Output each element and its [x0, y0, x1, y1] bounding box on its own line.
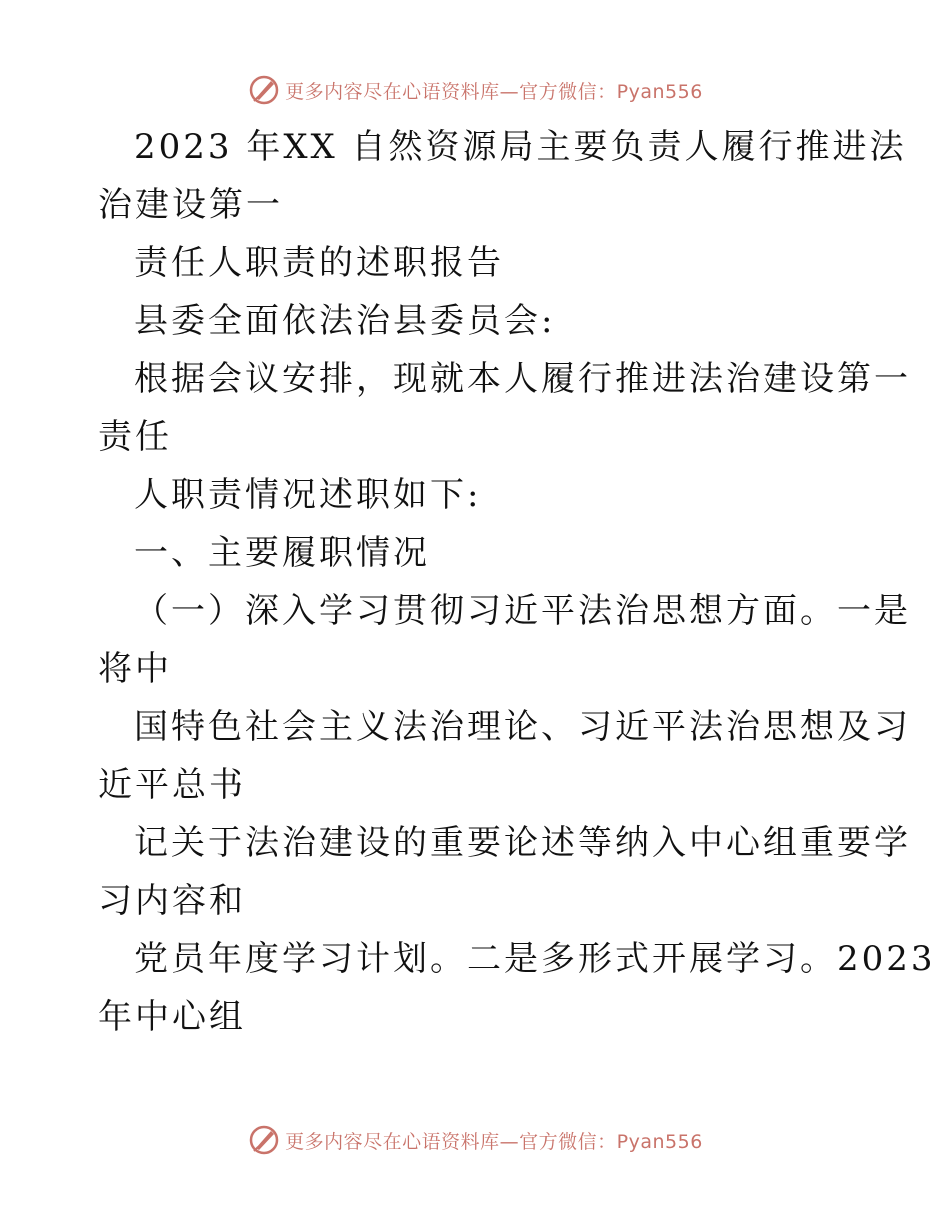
- salutation: 县委全面依法治县委员会:: [134, 301, 556, 341]
- paragraph-line: 记关于法治建设的重要论述等纳入中心组重要学: [134, 823, 911, 863]
- title-line-1: 2023 年XX 自然资源局主要负责人履行推进法: [134, 127, 907, 167]
- title-line-2: 治建设第一: [98, 185, 283, 225]
- paragraph-line: 党员年度学习计划。二是多形式开展学习。2023: [134, 939, 936, 979]
- section-heading: 一、主要履职情况: [134, 533, 430, 573]
- paragraph-line: 根据会议安排，现就本人履行推进法治建设第一: [134, 359, 911, 399]
- paragraph-line: 责任: [98, 417, 172, 457]
- watermark-footer: [0, 1120, 950, 1160]
- quill-pen-logo-icon: [247, 73, 281, 107]
- watermark-text: 更多内容尽在心语资料库—官方微信：Pyan556: [285, 80, 703, 103]
- paragraph-line: 习内容和: [98, 881, 246, 921]
- paragraph-line: 将中: [98, 649, 172, 689]
- paragraph-line: （一）深入学习贯彻习近平法治思想方面。一是: [134, 591, 911, 631]
- watermark-header: [0, 70, 950, 110]
- watermark-text: 更多内容尽在心语资料库—官方微信：Pyan556: [285, 1130, 703, 1153]
- paragraph-line: 近平总书: [98, 765, 246, 805]
- title-line-3: 责任人职责的述职报告: [134, 243, 504, 283]
- document-body: [98, 118, 936, 1046]
- paragraph-line: 国特色社会主义法治理论、习近平法治思想及习: [134, 707, 911, 747]
- quill-pen-logo-icon: [247, 1123, 281, 1157]
- paragraph-line: 年中心组: [98, 997, 246, 1037]
- paragraph-line: 人职责情况述职如下:: [134, 475, 482, 515]
